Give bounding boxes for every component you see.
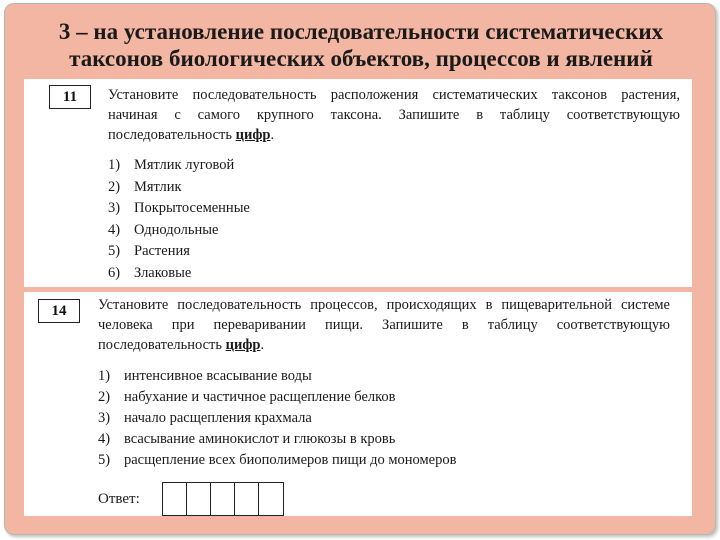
answer-row bbox=[98, 482, 284, 516]
option-label: Однодольные bbox=[134, 221, 219, 238]
option-number: 3) bbox=[108, 200, 121, 216]
option-label: Злаковые bbox=[134, 264, 192, 281]
answer-cell[interactable] bbox=[235, 483, 259, 515]
answer-label: Ответ: bbox=[98, 490, 140, 507]
option-label: Мятлик луговой bbox=[134, 157, 235, 173]
task-instructions-main: Установите последовательность расположения систематических таксонов растения, начиная с самого крупного таксона. Запишите в таблицу соответствующую последовательность bbox=[108, 87, 680, 143]
option-item bbox=[98, 450, 456, 471]
answer-grid bbox=[162, 482, 284, 516]
slide-title-line1: 3 – на установление последовательности систематических bbox=[58, 19, 664, 44]
option-number: 3) bbox=[98, 410, 111, 426]
option-number: 2) bbox=[98, 389, 111, 405]
option-item bbox=[108, 177, 250, 199]
option-number: 5) bbox=[108, 243, 121, 259]
option-item bbox=[98, 429, 456, 450]
option-number: 4) bbox=[108, 221, 121, 238]
option-number: 5) bbox=[98, 452, 111, 468]
option-item bbox=[98, 387, 456, 408]
task-instructions-end: . bbox=[270, 127, 275, 143]
option-item bbox=[108, 155, 250, 177]
option-item bbox=[108, 220, 250, 242]
option-number: 1) bbox=[98, 368, 111, 384]
task-number-box: 11 bbox=[49, 85, 91, 109]
task-14-card bbox=[24, 292, 692, 516]
option-number: 6) bbox=[108, 264, 121, 281]
answer-cell[interactable] bbox=[187, 483, 211, 515]
option-number: 1) bbox=[108, 157, 121, 173]
option-label: расщепление всех биополимеров пищи до мономеров bbox=[124, 452, 457, 468]
answer-cell[interactable] bbox=[211, 483, 235, 515]
task-instructions-bold: цифр bbox=[225, 337, 261, 353]
option-label: Мятлик bbox=[134, 178, 182, 195]
option-label: всасывание аминокислот и глюкозы в кровь bbox=[124, 431, 396, 447]
task-11-card bbox=[24, 79, 692, 287]
answer-cell[interactable] bbox=[163, 483, 187, 515]
option-number: 2) bbox=[108, 178, 121, 195]
task-instructions-end: . bbox=[260, 337, 265, 353]
option-item bbox=[108, 241, 250, 263]
option-item bbox=[108, 198, 250, 220]
task-instructions-bold: цифр bbox=[235, 127, 271, 143]
option-label: набухание и частичное расщепление белков bbox=[124, 389, 396, 405]
task-instructions bbox=[98, 295, 670, 355]
option-item bbox=[108, 263, 250, 285]
slide-title-line2: таксонов биологических объектов, процессов и явлений bbox=[69, 46, 653, 71]
task-instructions-main: Установите последовательность процессов, происходящих в пищеварительной системе человека при переваривании пищи. Запишите в таблицу соответствующую последовательность bbox=[98, 297, 670, 353]
option-item bbox=[98, 408, 456, 429]
option-label: Покрытосеменные bbox=[134, 200, 250, 216]
options-list bbox=[98, 366, 456, 471]
task-instructions bbox=[108, 85, 680, 145]
slide-title bbox=[25, 18, 697, 72]
option-item bbox=[98, 366, 456, 387]
answer-cell[interactable] bbox=[259, 483, 283, 515]
option-number: 4) bbox=[98, 431, 111, 447]
option-label: Растения bbox=[134, 243, 190, 259]
task-number-box: 14 bbox=[38, 299, 80, 323]
option-label: интенсивное всасывание воды bbox=[124, 368, 312, 384]
options-list bbox=[108, 155, 250, 284]
option-label: начало расщепления крахмала bbox=[124, 410, 312, 426]
